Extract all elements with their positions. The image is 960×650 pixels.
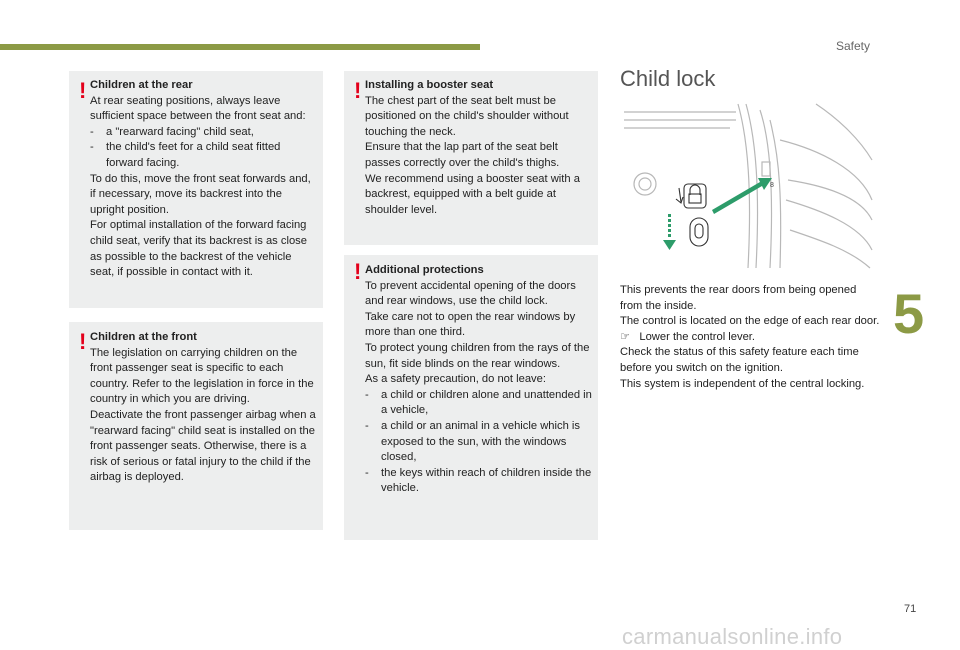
paragraph: Ensure that the lap part of the seat belt passes correctly over the child's thighs. (365, 141, 560, 169)
paragraph: This prevents the rear doors from being opened from the inside. (620, 284, 857, 312)
front-children-box (69, 322, 323, 530)
lock-symbol-icon (676, 184, 706, 208)
page-number: 71 (904, 603, 917, 615)
list-item: - a child or an animal in a vehicle which is exposed to the sun, with the windows closed, (365, 419, 580, 464)
page-title: Child lock (620, 66, 716, 91)
paragraph: Take care not to open the rear windows by more than one third. (365, 310, 576, 339)
list-item: - a "rearward facing" child seat, (90, 125, 254, 138)
child-lock-description (620, 283, 880, 392)
chapter-number: 5 (893, 282, 925, 345)
paragraph: The control is located on the edge of each rear door. (620, 315, 880, 328)
paragraph: We recommend using a booster seat with a backrest, equipped with a belt guide at shoulder level. (365, 172, 580, 216)
warning-icon: ! (79, 329, 87, 354)
paragraph: To prevent accidental opening of the doors and rear windows, use the child lock. (365, 279, 576, 308)
list-item: - the child's feet for a child seat fitted forward facing. (90, 141, 281, 169)
paragraph: For optimal installation of the forward facing child seat, verify that its backrest is as close as possible to the backrest of the vehicle seat, if possible in contact with it. (90, 219, 307, 279)
section-title: Safety (836, 39, 871, 53)
paragraph: As a safety precaution, do not leave: (365, 373, 546, 386)
child-lock-illustration (620, 100, 875, 272)
warning-icon: ! (354, 78, 362, 103)
list-item: - the keys within reach of children inside the vehicle. (365, 466, 592, 495)
warning-icon: ! (354, 259, 362, 284)
action-step: ☞ Lower the control lever. (620, 330, 756, 343)
pointer-arrow-icon (712, 178, 772, 214)
door-edge-drawing (620, 100, 875, 272)
warning-icon: ! (79, 78, 87, 103)
paragraph: The legislation on carrying children on the front passenger seat is specific to each country. Refer to the legislation in force in the country in which you are driving. (90, 346, 314, 406)
paragraph: This system is independent of the central locking. (620, 377, 865, 390)
paragraph: To do this, move the front seat forwards and, if necessary, move its backrest into the upright position. (90, 172, 311, 216)
watermark: carmanualsonline.info (622, 624, 843, 649)
booster-seat-box (344, 71, 598, 245)
box-title: Installing a booster seat (365, 79, 494, 91)
rear-children-box (69, 71, 323, 308)
box-title: Additional protections (365, 264, 484, 276)
paragraph: To protect young children from the rays of the sun, fit side blinds on the rear windows. (365, 341, 590, 370)
svg-text:8: 8 (770, 182, 774, 189)
paragraph: Check the status of this safety feature each time before you switch on the ignition. (620, 346, 859, 374)
additional-protections-box (344, 255, 598, 540)
pointing-hand-icon: ☞ (620, 330, 631, 343)
down-arrow-icon (663, 214, 676, 250)
paragraph: The chest part of the seat belt must be positioned on the child's shoulder without touching the neck. (365, 94, 569, 138)
box-title: Children at the rear (90, 79, 193, 91)
header-accent-bar (0, 44, 480, 50)
box-title: Children at the front (90, 331, 197, 343)
list-item: - a child or children alone and unattended in a vehicle, (365, 388, 592, 417)
paragraph: At rear seating positions, always leave sufficient space between the front seat and: (90, 94, 306, 123)
paragraph: Deactivate the front passenger airbag when a "rearward facing" child seat is installed on the front passenger seats. Otherwise, there is a risk of serious or fatal injury to the child if the airbag is deployed. (90, 408, 316, 484)
control-lever-icon (690, 218, 708, 246)
